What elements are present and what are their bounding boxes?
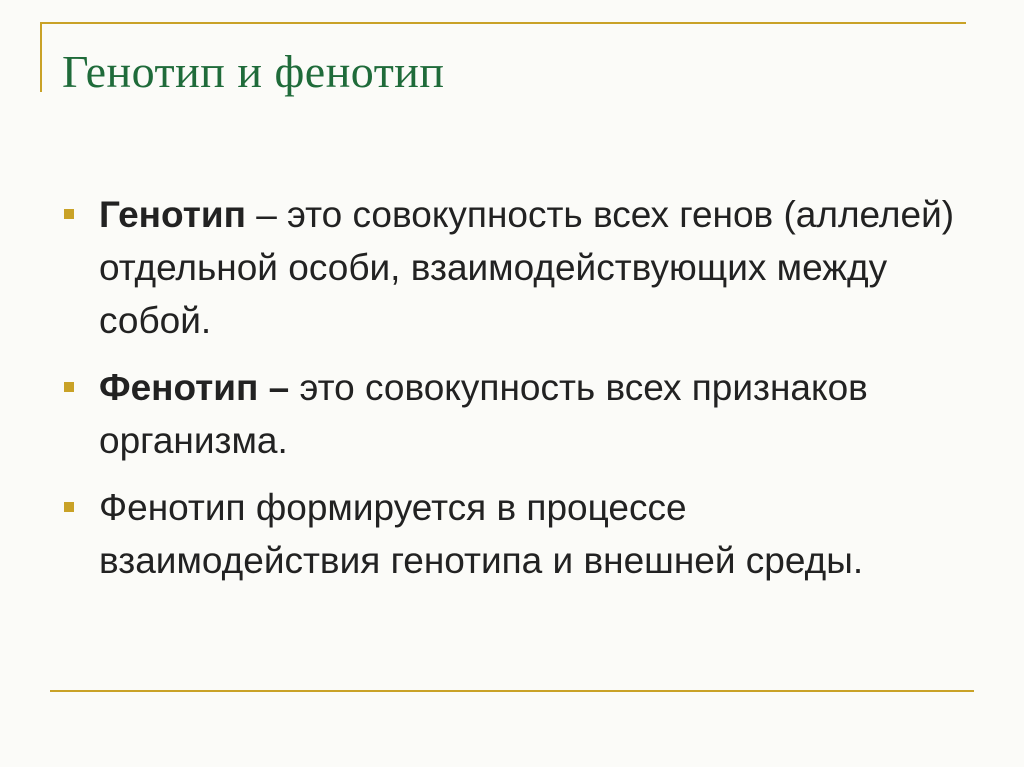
square-bullet-icon	[64, 382, 74, 392]
bullet-list	[64, 188, 964, 601]
bullet-term: Фенотип –	[99, 367, 290, 408]
square-bullet-icon	[64, 209, 74, 219]
bullet-item-formation	[64, 481, 964, 587]
left-accent-line	[40, 22, 42, 92]
bullet-text: – это совокупность всех генов (аллелей) отдельной особи, взаимодействующих между собой.	[99, 194, 955, 341]
bullet-term: Генотип	[99, 194, 246, 235]
bottom-divider-line	[50, 690, 974, 692]
bullet-item-genotype	[64, 188, 964, 347]
bullet-text: это совокупность всех признаков организма.	[99, 367, 868, 461]
square-bullet-icon	[64, 502, 74, 512]
slide-title: Генотип и фенотип	[62, 46, 445, 97]
bullet-text: Фенотип формируется в процессе взаимодействия генотипа и внешней среды.	[99, 487, 864, 581]
top-divider-line	[42, 22, 966, 24]
bullet-item-phenotype	[64, 361, 964, 467]
